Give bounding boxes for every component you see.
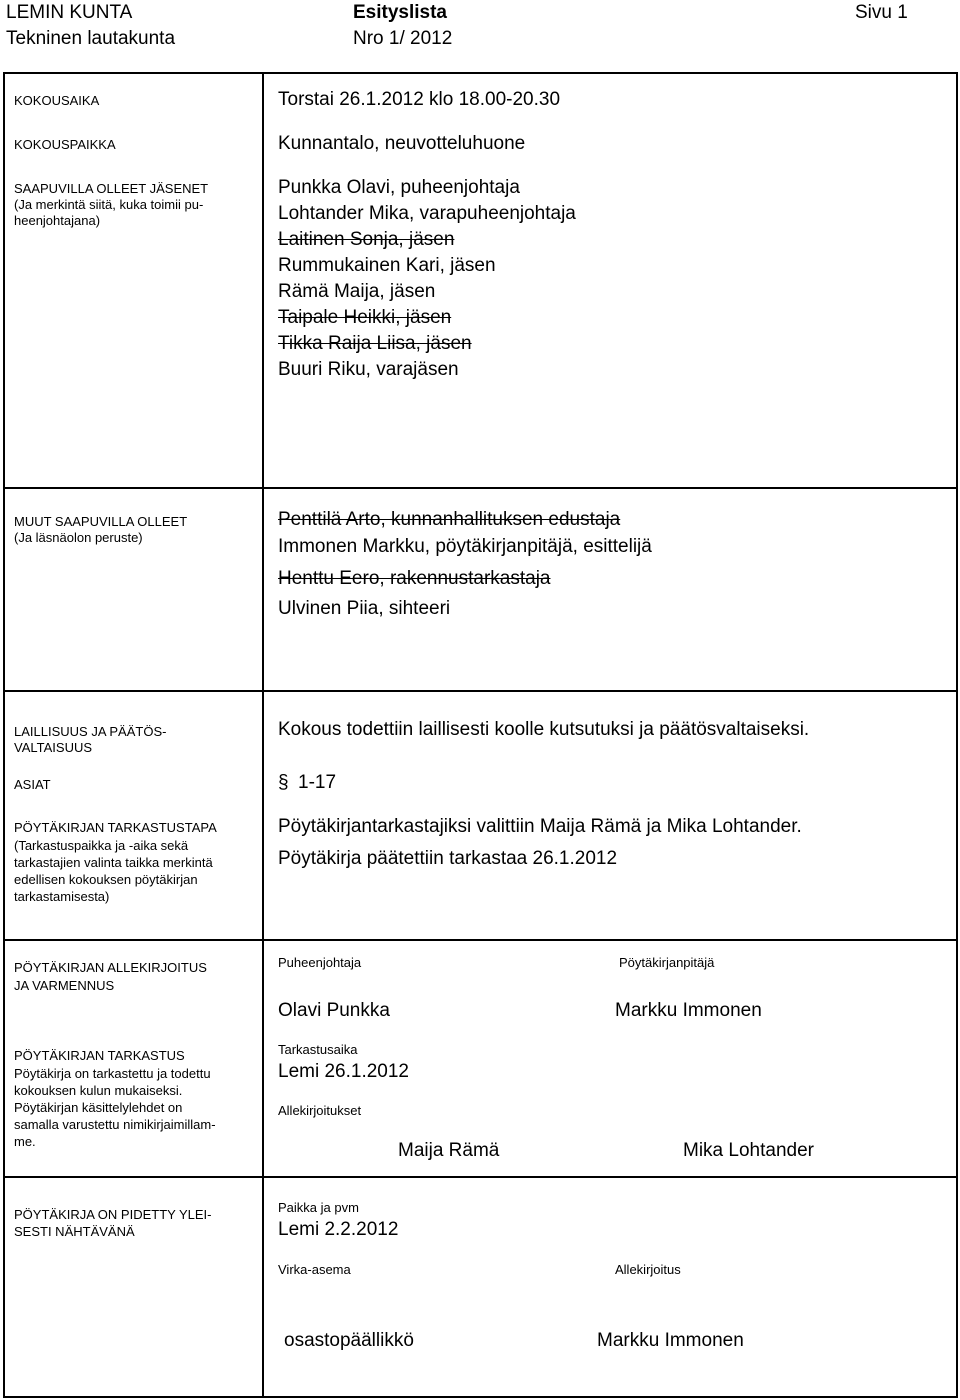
signing-label-2: JA VARMENNUS bbox=[14, 978, 115, 993]
member-3-absent: Laitinen Sonja, jäsen bbox=[278, 229, 455, 250]
review-note-3: edellisen kokouksen pöytäkirjan bbox=[14, 872, 198, 887]
members-label: SAAPUVILLA OLLEET JÄSENET bbox=[14, 181, 209, 196]
place-date-value: Lemi 2.2.2012 bbox=[278, 1219, 399, 1240]
member-5: Rämä Maija, jäsen bbox=[278, 281, 436, 302]
review-note-4: tarkastamisesta) bbox=[14, 889, 110, 904]
page-number: Sivu 1 bbox=[855, 2, 908, 23]
review-value-1: Pöytäkirjantarkastajiksi valittiin Maija Rämä ja Mika Lohtander. bbox=[278, 816, 802, 837]
checker-2-name: Mika Lohtander bbox=[683, 1140, 814, 1161]
section-divider-1 bbox=[3, 487, 958, 489]
chair-label: Puheenjohtaja bbox=[278, 955, 362, 970]
check-note-1: Pöytäkirja on tarkastettu ja todettu bbox=[14, 1066, 211, 1081]
member-7-absent: Tikka Raija Liisa, jäsen bbox=[278, 333, 472, 354]
check-note-5: me. bbox=[14, 1134, 36, 1149]
section-divider-3 bbox=[3, 939, 958, 941]
check-note-3: Pöytäkirjan käsittelylehdet on bbox=[14, 1100, 183, 1115]
review-note-1: (Tarkastuspaikka ja -aika sekä bbox=[14, 838, 189, 853]
other-3-absent: Henttu Eero, rakennustarkastaja bbox=[278, 568, 551, 589]
check-time-value: Lemi 26.1.2012 bbox=[278, 1061, 409, 1082]
signature-value: Markku Immonen bbox=[597, 1330, 744, 1351]
others-label: MUUT SAAPUVILLA OLLEET bbox=[14, 514, 188, 529]
document-number: Nro 1/ 2012 bbox=[353, 28, 453, 49]
meeting-time-value: Torstai 26.1.2012 klo 18.00-20.30 bbox=[278, 89, 561, 110]
other-2: Immonen Markku, pöytäkirjanpitäjä, esittelijä bbox=[278, 536, 652, 557]
section-divider-2 bbox=[3, 690, 958, 692]
member-8: Buuri Riku, varajäsen bbox=[278, 359, 459, 380]
legality-value: Kokous todettiin laillisesti koolle kutsutuksi ja päätösvaltaiseksi. bbox=[278, 719, 810, 740]
member-2: Lohtander Mika, varapuheenjohtaja bbox=[278, 203, 576, 224]
meeting-place-value: Kunnantalo, neuvotteluhuone bbox=[278, 133, 526, 154]
position-label: Virka-asema bbox=[278, 1262, 351, 1277]
other-4: Ulvinen Piia, sihteeri bbox=[278, 598, 451, 619]
position-value: osastopäällikkö bbox=[284, 1330, 414, 1351]
section-divider-4 bbox=[3, 1176, 958, 1178]
column-divider bbox=[262, 72, 264, 1398]
other-1-absent: Penttilä Arto, kunnanhallituksen edustaja bbox=[278, 509, 621, 530]
review-value-2: Pöytäkirja päätettiin tarkastaa 26.1.2012 bbox=[278, 848, 618, 869]
review-label: PÖYTÄKIRJAN TARKASTUSTAPA bbox=[14, 820, 217, 835]
signing-label-1: PÖYTÄKIRJAN ALLEKIRJOITUS bbox=[14, 960, 207, 975]
members-note-2: heenjohtajana) bbox=[14, 213, 101, 228]
signature-label: Allekirjoitus bbox=[615, 1262, 681, 1277]
check-note-2: kokouksen kulun mukaiseksi. bbox=[14, 1083, 183, 1098]
place-date-label: Paikka ja pvm bbox=[278, 1200, 359, 1215]
check-note-4: samalla varustettu nimikirjaimillam- bbox=[14, 1117, 216, 1132]
member-1: Punkka Olavi, puheenjohtaja bbox=[278, 177, 520, 198]
secretary-name: Markku Immonen bbox=[615, 1000, 762, 1021]
secretary-label: Pöytäkirjanpitäjä bbox=[619, 955, 715, 970]
public-label-2: SESTI NÄHTÄVÄNÄ bbox=[14, 1224, 135, 1239]
chair-name: Olavi Punkka bbox=[278, 1000, 390, 1021]
member-6-absent: Taipale Heikki, jäsen bbox=[278, 307, 452, 328]
municipality-name: LEMIN KUNTA bbox=[6, 2, 133, 23]
checker-1-name: Maija Rämä bbox=[398, 1140, 500, 1161]
members-note-1: (Ja merkintä siitä, kuka toimii pu- bbox=[14, 197, 204, 212]
member-4: Rummukainen Kari, jäsen bbox=[278, 255, 496, 276]
signatures-label: Allekirjoitukset bbox=[278, 1103, 362, 1118]
legality-label-2: VALTAISUUS bbox=[14, 740, 93, 755]
check-time-label: Tarkastusaika bbox=[278, 1042, 358, 1057]
public-label-1: PÖYTÄKIRJA ON PIDETTY YLEI- bbox=[14, 1207, 212, 1222]
board-name: Tekninen lautakunta bbox=[6, 28, 176, 49]
review-note-2: tarkastajien valinta taikka merkintä bbox=[14, 855, 213, 870]
section-sign: § bbox=[278, 772, 289, 793]
items-value: 1-17 bbox=[298, 772, 337, 793]
document-type: Esityslista bbox=[353, 2, 447, 23]
meeting-place-label: KOKOUSPAIKKA bbox=[14, 137, 116, 152]
others-note: (Ja läsnäolon peruste) bbox=[14, 530, 143, 545]
legality-label-1: LAILLISUUS JA PÄÄTÖS- bbox=[14, 724, 167, 739]
check-label: PÖYTÄKIRJAN TARKASTUS bbox=[14, 1048, 185, 1063]
items-label: ASIAT bbox=[14, 777, 51, 792]
meeting-time-label: KOKOUSAIKA bbox=[14, 93, 100, 108]
